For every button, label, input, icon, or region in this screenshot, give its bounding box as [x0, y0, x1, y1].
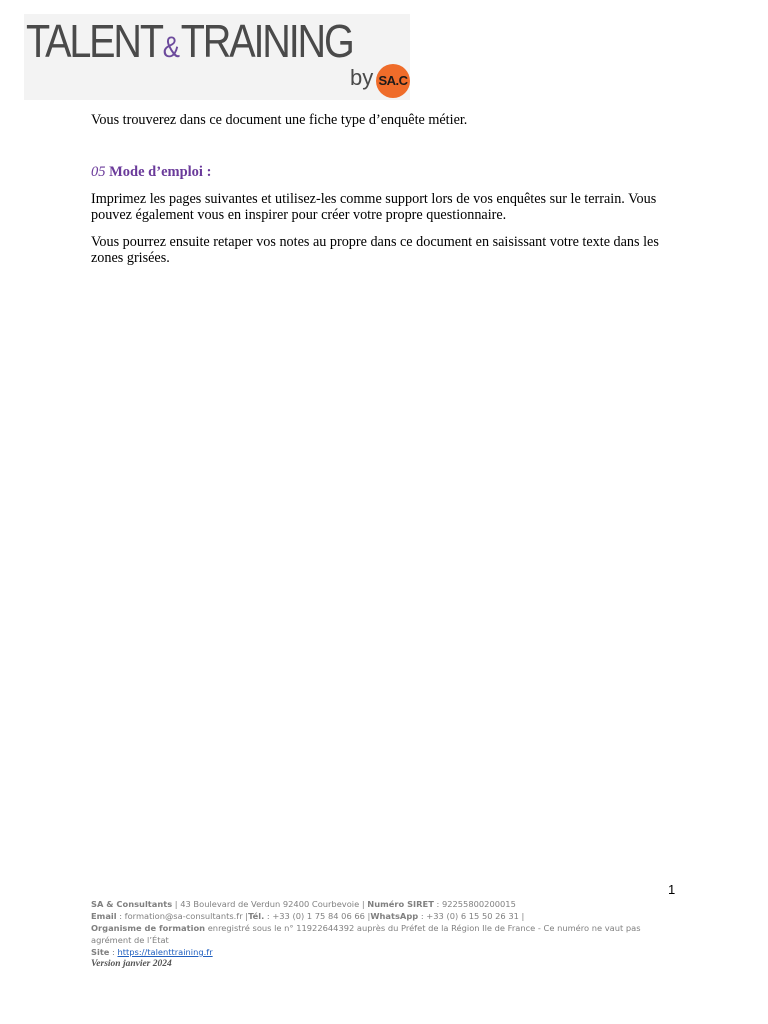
instruction-paragraph-print: Imprimez les pages suivantes et utilisez-les comme support lors de vos enquêtes sur le terrain. Vous pouvez également vous en inspirer pour créer votre propre questionnaire.	[91, 191, 657, 223]
instruction-paragraph-retype: Vous pourrez ensuite retaper vos notes au propre dans ce document en saisissant votre texte dans les zones grisées.	[91, 234, 659, 266]
logo-word-training: TRAINING	[180, 15, 353, 67]
logo-wordmark	[26, 16, 353, 73]
footer-line-contact	[91, 910, 681, 922]
page-footer	[91, 898, 681, 970]
logo-sac-badge: SA.C	[376, 64, 410, 98]
footer-site-link[interactable]: https://talenttraining.fr	[117, 947, 213, 957]
footer-siret-value: : 92255800200015	[433, 899, 516, 909]
footer-site-label: Site	[91, 947, 110, 957]
footer-organisme-label: Organisme de formation	[91, 923, 206, 933]
section-title: Mode d’emploi :	[109, 164, 212, 180]
footer-whatsapp-value: : +33 (0) 6 15 50 26 31 |	[418, 911, 525, 921]
footer-organisme-value: enregistré sous le n° 11922644392 auprès du Préfet de la Région Ile de France - Ce numéro ne vaut pas agrément de l’État	[91, 923, 641, 945]
footer-tel-value: : +33 (0) 1 75 84 06 66 |	[264, 911, 371, 921]
logo-by-text: by	[350, 65, 374, 90]
footer-line-site	[91, 946, 681, 958]
intro-paragraph: Vous trouverez dans ce document une fiche type d’enquête métier.	[91, 112, 468, 128]
section-number: 05	[91, 164, 106, 180]
logo-word-talent: TALENT	[26, 15, 162, 67]
footer-company-name: SA & Consultants	[91, 899, 173, 909]
footer-siret-label: Numéro SIRET	[367, 899, 434, 909]
section-heading	[91, 164, 211, 180]
logo-ampersand: &	[162, 31, 180, 64]
footer-line-company	[91, 898, 681, 910]
page-number: 1	[668, 882, 676, 897]
footer-whatsapp-label: WhatsApp	[370, 911, 419, 921]
footer-line-organisme	[91, 922, 681, 946]
footer-version: Version janvier 2024	[91, 959, 172, 969]
company-logo	[24, 14, 410, 100]
footer-tel-label: Tél.	[248, 911, 265, 921]
footer-site-separator: :	[109, 947, 118, 957]
footer-address: | 43 Boulevard de Verdun 92400 Courbevoie |	[172, 899, 368, 909]
footer-email-value: : formation@sa-consultants.fr |	[116, 911, 249, 921]
footer-email-label: Email	[91, 911, 117, 921]
